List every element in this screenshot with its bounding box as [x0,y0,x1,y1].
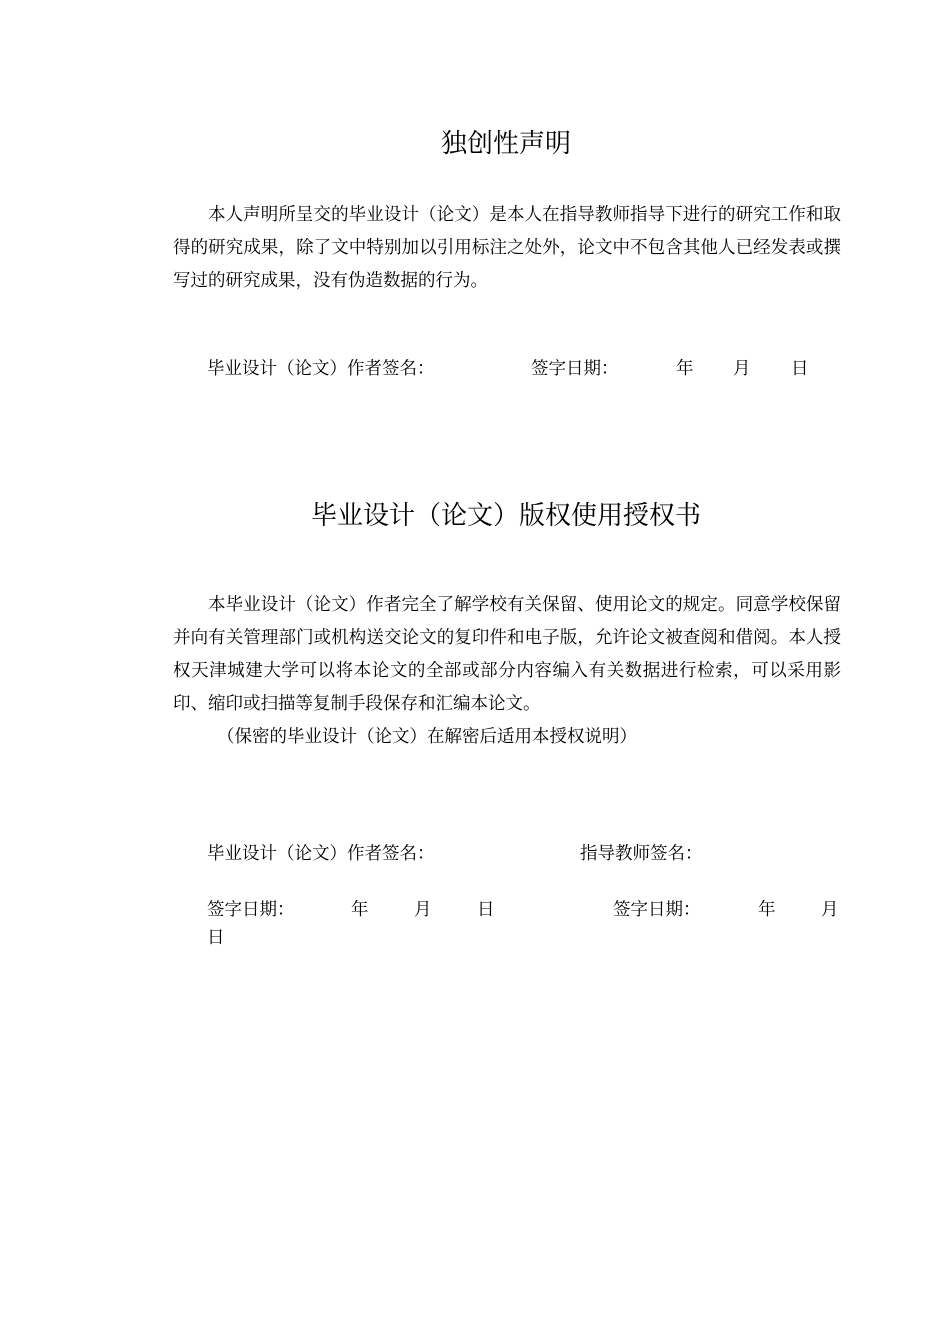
authorization-advisor-year-label: 年 [758,900,776,920]
declaration-author-signature-label: 毕业设计（论文）作者签名： [207,359,435,379]
authorization-author-year-label: 年 [351,900,369,920]
declaration-year-label: 年 [676,359,694,379]
authorization-advisor-day-label: 日 [207,928,225,948]
declaration-month-label: 月 [733,359,751,379]
declaration-sign-date-label: 签字日期： [531,359,619,379]
authorization-author-sign-date-label: 签字日期： [207,900,295,920]
declaration-body: 本人声明所呈交的毕业设计（论文）是本人在指导教师指导下进行的研究工作和取得的研究成果，除了文中特别加以引用标注之处外，论文中不包含其他人已经发表或撰写过的研究成果，没有伪造数据的行为。 [173,205,841,291]
authorization-body: 本毕业设计（论文）作者完全了解学校有关保留、使用论文的规定。同意学校保留并向有关管理部门或机构送交论文的复印件和电子版，允许论文被查阅和借阅。本人授权天津城建大学可以将本论文的全部或部分内容编入有关数据进行检索，可以采用影印、缩印或扫描等复制手段保存和汇编本论文。 [173,595,841,714]
authorization-author-day-label: 日 [477,900,495,920]
authorization-author-signature-label: 毕业设计（论文）作者签名： [207,844,435,864]
authorization-advisor-sign-date-label: 签字日期： [613,900,701,920]
declaration-day-label: 日 [791,359,809,379]
authorization-title: 毕业设计（论文）版权使用授权书 [310,501,701,531]
authorization-advisor-signature-label: 指导教师签名： [580,844,703,864]
declaration-title: 独创性声明 [440,129,571,159]
authorization-note: （保密的毕业设计（论文）在解密后适用本授权说明） [217,727,637,747]
authorization-author-month-label: 月 [414,900,432,920]
authorization-advisor-month-label: 月 [821,900,839,920]
